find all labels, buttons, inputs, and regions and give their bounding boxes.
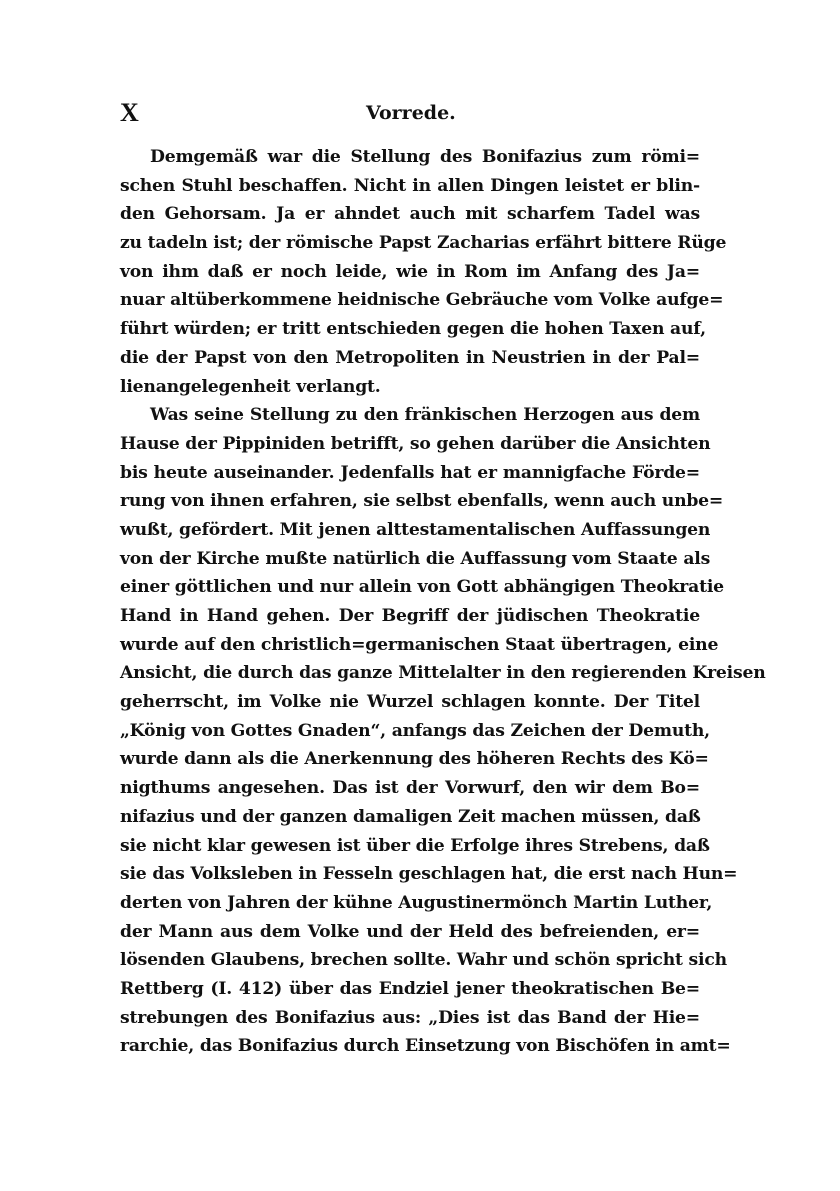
page-number: X <box>120 98 140 127</box>
text-line: Was seine Stellung zu den fränkischen Herzogen aus dem <box>150 405 700 426</box>
text-line: sie nicht klar gewesen ist über die Erfolge ihres Strebens, daß <box>120 835 710 856</box>
text-line: lösenden Glaubens, brechen sollte. Wahr und schön spricht sich <box>120 950 727 971</box>
text-line: Demgemäß war die Stellung des Bonifazius zum römi= <box>150 147 700 167</box>
text-line: Rettberg (I. 412) über das Endziel jener theokratischen Be= <box>120 978 700 999</box>
text-line: den Gehorsam. Ja er ahndet auch mit scharfem Tadel was <box>120 204 700 225</box>
text-line: rung von ihnen erfahren, sie selbst ebenfalls, wenn auch unbe= <box>120 491 724 512</box>
text-line: der Mann aus dem Volke und der Held des befreienden, er= <box>120 921 700 942</box>
text-line: rarchie, das Bonifazius durch Einsetzung von Bischöfen in amt= <box>120 1036 731 1057</box>
text-line: „König von Gottes Gnaden“, anfangs das Zeichen der Demuth, <box>120 720 710 741</box>
text-line: nuar altüberkommene heidnische Gebräuche vom Volke aufge= <box>120 290 724 311</box>
text-line: sie das Volksleben in Fesseln geschlagen hat, die erst nach Hun= <box>120 864 738 885</box>
text-line: Ansicht, die durch das ganze Mittelalter in den regierenden Kreisen <box>120 663 766 684</box>
text-line: führt würden; er tritt entschieden gegen die hohen Taxen auf, <box>120 319 706 340</box>
text-line: bis heute auseinander. Jedenfalls hat er mannigfache Förde= <box>120 462 700 483</box>
text-line: von der Kirche mußte natürlich die Auffassung vom Staate als <box>120 548 711 569</box>
body-text <box>120 143 766 1061</box>
text-line: zu tadeln ist; der römische Papst Zacharias erfährt bittere Rüge <box>120 233 727 254</box>
text-line: derten von Jahren der kühne Augustinermönch Martin Luther, <box>120 892 713 913</box>
text-line: strebungen des Bonifazius aus: „Dies ist das Band der Hie= <box>120 1007 700 1028</box>
text-line: Hause der Pippiniden betrifft, so gehen darüber die Ansichten <box>120 433 711 454</box>
text-line: einer göttlichen und nur allein von Gott abhängigen Theokratie <box>120 577 724 598</box>
text-line: wurde dann als die Anerkennung des höheren Rechts des Kö= <box>120 749 709 770</box>
text-line: schen Stuhl beschaffen. Nicht in allen Dingen leistet er blin- <box>120 175 700 196</box>
text-line: wurde auf den christlich=germanischen Staat übertragen, eine <box>120 634 719 655</box>
text-line: wußt, gefördert. Mit jenen alttestamentalischen Auffassungen <box>120 519 711 540</box>
paragraph-1 <box>120 143 727 401</box>
text-line: lienangelegenheit verlangt. <box>120 376 381 397</box>
paragraph-2 <box>120 401 766 1061</box>
text-line: nigthums angesehen. Das ist der Vorwurf, den wir dem Bo= <box>120 778 700 799</box>
running-head: Vorrede. <box>366 102 456 124</box>
text-line: geherrscht, im Volke nie Wurzel schlagen konnte. Der Titel <box>120 692 700 713</box>
text-line: Hand in Hand gehen. Der Begriff der jüdischen Theokratie <box>120 606 700 626</box>
page-header <box>120 98 700 134</box>
text-line: die der Papst von den Metropoliten in Neustrien in der Pal= <box>120 347 700 368</box>
text-line: nifazius und der ganzen damaligen Zeit machen müssen, daß <box>120 806 701 827</box>
text-line: von ihm daß er noch leide, wie in Rom im Anfang des Ja= <box>120 261 700 282</box>
